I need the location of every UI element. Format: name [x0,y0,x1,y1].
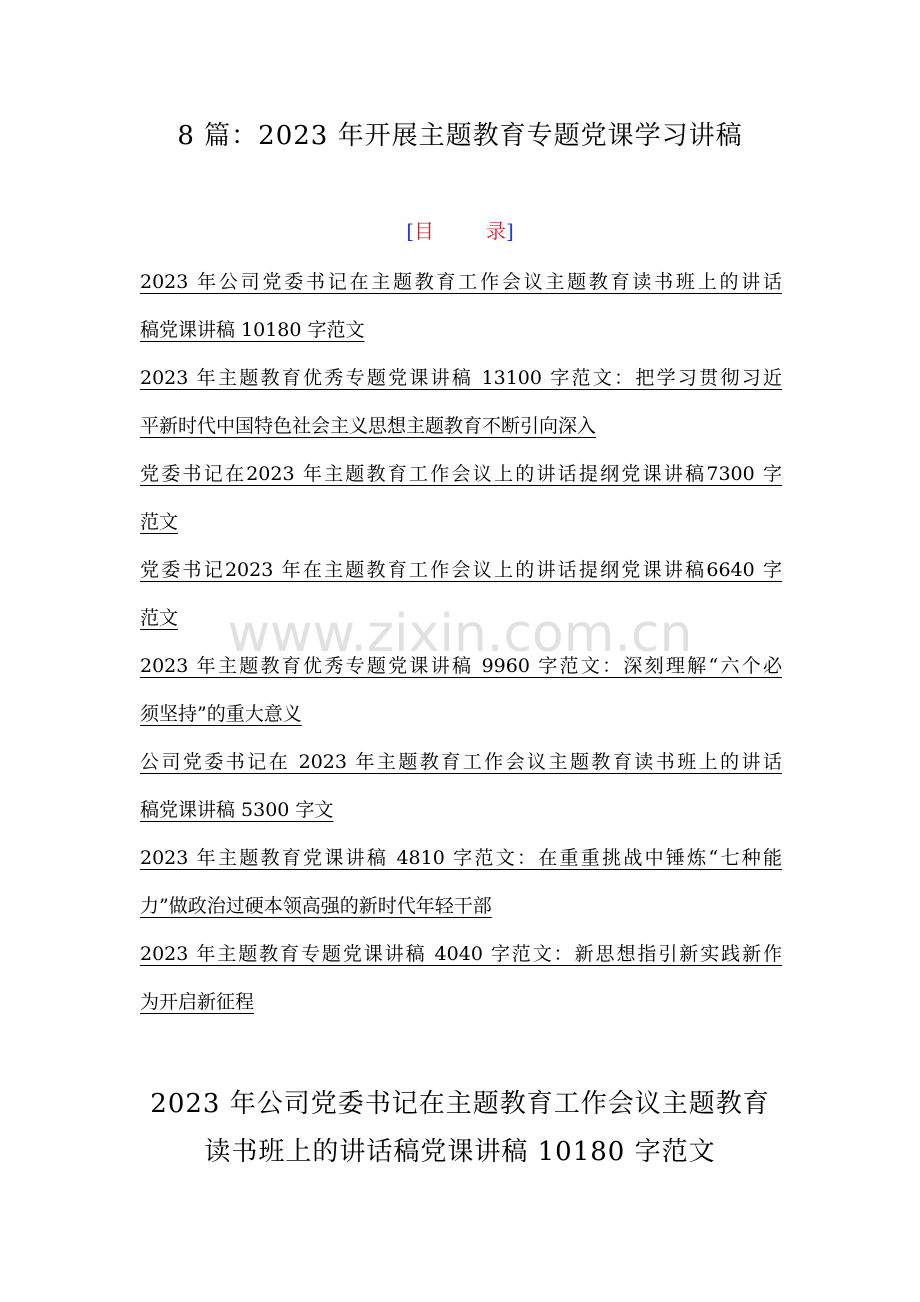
toc-close-bracket: ] [506,219,514,243]
toc-entry-8[interactable] [140,934,782,1030]
toc-entry-5[interactable] [140,646,782,742]
toc-heading-word-1: 目 [414,219,434,243]
toc-heading [0,216,920,246]
toc-entry-2[interactable] [140,358,782,454]
toc-entry-2-line-2[interactable]: 平新时代中国特色社会主义思想主题教育不断引向深入 [140,415,597,437]
toc-entry-5-line-2[interactable]: 须坚持”的重大意义 [140,703,302,725]
section-title [0,1080,920,1176]
toc-entry-2-line-1[interactable]: 2023 年主题教育优秀专题党课讲稿 13100 字范文：把学习贯彻习近 [140,367,782,389]
toc-entry-1[interactable] [140,262,782,358]
toc-entry-5-line-1[interactable]: 2023 年主题教育优秀专题党课讲稿 9960 字范文：深刻理解“六个必 [140,655,782,677]
toc-list [140,262,782,1030]
toc-entry-8-line-2[interactable]: 为开启新征程 [140,991,255,1013]
toc-entry-4-line-1[interactable]: 党委书记2023 年在主题教育工作会议上的讲话提纲党课讲稿6640 字 [140,559,782,581]
toc-entry-1-line-2[interactable]: 稿党课讲稿 10180 字范文 [140,319,365,341]
document-title: 8 篇：2023 年开展主题教育专题党课学习讲稿 [177,121,743,151]
watermark: www.zixin.com.cn [227,604,693,664]
toc-entry-7[interactable] [140,838,782,934]
section-title-line-2: 读书班上的讲话稿党课讲稿 10180 字范文 [204,1137,716,1167]
toc-open-bracket: [ [406,219,414,243]
toc-entry-3-line-1[interactable]: 党委书记在2023 年主题教育工作会议上的讲话提纲党课讲稿7300 字 [140,463,782,485]
toc-entry-7-line-2[interactable]: 力”做政治过硬本领高强的新时代年轻干部 [140,895,492,917]
toc-entry-3[interactable] [140,454,782,550]
toc-entry-7-line-1[interactable]: 2023 年主题教育党课讲稿 4810 字范文：在重重挑战中锤炼“七种能 [140,847,782,869]
toc-entry-4-line-2[interactable]: 范文 [140,607,179,629]
toc-entry-3-line-2[interactable]: 范文 [140,511,179,533]
section-title-line-1: 2023 年公司党委书记在主题教育工作会议主题教育 [150,1089,770,1119]
toc-entry-4[interactable] [140,550,782,646]
toc-entry-8-line-1[interactable]: 2023 年主题教育专题党课讲稿 4040 字范文：新思想指引新实践新作 [140,943,782,965]
toc-entry-6-line-2[interactable]: 稿党课讲稿 5300 字文 [140,799,334,821]
toc-entry-6-line-1[interactable]: 公司党委书记在 2023 年主题教育工作会议主题教育读书班上的讲话 [140,751,782,773]
toc-entry-1-line-1[interactable]: 2023 年公司党委书记在主题教育工作会议主题教育读书班上的讲话 [140,271,782,293]
toc-heading-word-2: 录 [486,219,506,243]
toc-entry-6[interactable] [140,742,782,838]
